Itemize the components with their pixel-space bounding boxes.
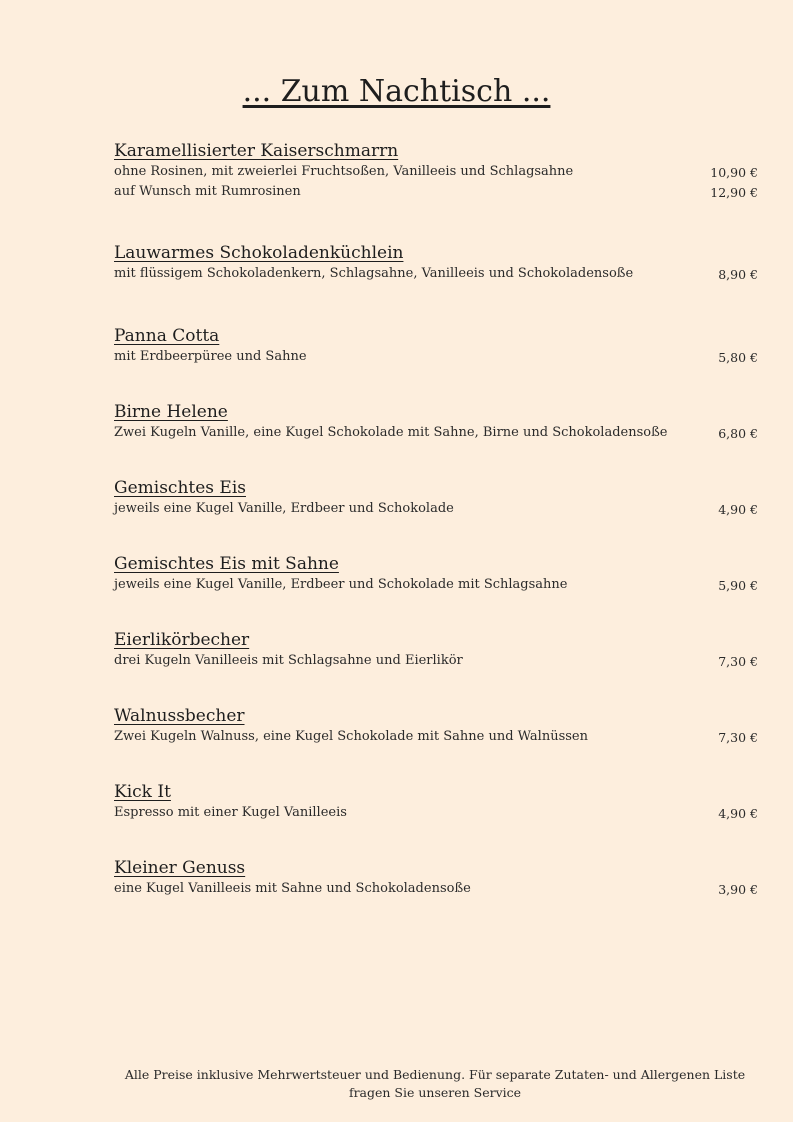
item-description-text: drei Kugeln Vanilleeis mit Schlagsahne und Eierlikör — [114, 653, 463, 668]
menu-item-birne-helene — [114, 401, 758, 443]
menu-item-kaiserschmarrn — [114, 140, 758, 202]
item-option-text: auf Wunsch mit Rumrosinen — [114, 184, 301, 199]
footer-note — [100, 1066, 770, 1102]
item-price: 6,80 € — [718, 426, 758, 441]
item-name: Panna Cotta — [114, 326, 220, 346]
item-description — [114, 879, 758, 899]
item-description — [114, 727, 758, 747]
item-name: Walnussbecher — [114, 706, 245, 726]
menu-item-gemischtes-eis-sahne — [114, 553, 758, 595]
menu-title: ... Zum Nachtisch ... — [242, 74, 551, 109]
item-description-text: eine Kugel Vanilleeis mit Sahne und Schokoladensoße — [114, 881, 471, 896]
item-name: Karamellisierter Kaiserschmarrn — [114, 141, 399, 161]
item-description-text: jeweils eine Kugel Vanille, Erdbeer und Schokolade mit Schlagsahne — [114, 577, 568, 592]
item-description-text: Zwei Kugeln Vanille, eine Kugel Schokolade mit Sahne, Birne und Schokoladensoße — [114, 425, 668, 440]
item-description — [114, 499, 758, 519]
menu-item-panna-cotta — [114, 325, 758, 367]
item-description-text: mit Erdbeerpüree und Sahne — [114, 349, 307, 364]
item-name: Gemischtes Eis — [114, 478, 246, 498]
item-description — [114, 423, 758, 443]
item-price: 7,30 € — [718, 654, 758, 669]
item-description — [114, 575, 758, 595]
item-price: 5,80 € — [718, 350, 758, 365]
item-name: Kick It — [114, 782, 171, 802]
menu-item-kleiner-genuss — [114, 857, 758, 899]
item-description-option — [114, 182, 758, 202]
item-name: Kleiner Genuss — [114, 858, 246, 878]
item-price: 4,90 € — [718, 806, 758, 821]
item-description — [114, 347, 758, 367]
item-price: 3,90 € — [718, 882, 758, 897]
item-description — [114, 651, 758, 671]
menu-item-kick-it — [114, 781, 758, 823]
item-name: Lauwarmes Schokoladenküchlein — [114, 243, 404, 263]
item-description — [114, 803, 758, 823]
item-description — [114, 162, 758, 182]
item-name: Eierlikörbecher — [114, 630, 250, 650]
footer-line-2: fragen Sie unseren Service — [348, 1085, 522, 1100]
item-description-text: Espresso mit einer Kugel Vanilleeis — [114, 805, 347, 820]
item-description — [114, 264, 758, 284]
item-price: 10,90 € — [710, 165, 758, 180]
footer-line-1: Alle Preise inklusive Mehrwertsteuer und Bedienung. Für separate Zutaten- und Allergenen Liste — [124, 1067, 746, 1082]
menu-item-eierlikoerbecher — [114, 629, 758, 671]
item-description-text: jeweils eine Kugel Vanille, Erdbeer und Schokolade — [114, 501, 454, 516]
item-price: 7,30 € — [718, 730, 758, 745]
item-name: Birne Helene — [114, 402, 228, 422]
item-description-text: Zwei Kugeln Walnuss, eine Kugel Schokolade mit Sahne und Walnüssen — [114, 729, 588, 744]
menu-item-walnussbecher — [114, 705, 758, 747]
menu-item-gemischtes-eis — [114, 477, 758, 519]
item-name: Gemischtes Eis mit Sahne — [114, 554, 339, 574]
item-option-price: 12,90 € — [710, 185, 758, 200]
item-price: 4,90 € — [718, 502, 758, 517]
menu-item-schokoladenkuechlein — [114, 242, 758, 284]
item-description-text: ohne Rosinen, mit zweierlei Fruchtsoßen, Vanilleeis und Schlagsahne — [114, 164, 574, 179]
item-price: 8,90 € — [718, 267, 758, 282]
item-description-text: mit flüssigem Schokoladenkern, Schlagsahne, Vanilleeis und Schokoladensoße — [114, 266, 634, 281]
item-price: 5,90 € — [718, 578, 758, 593]
